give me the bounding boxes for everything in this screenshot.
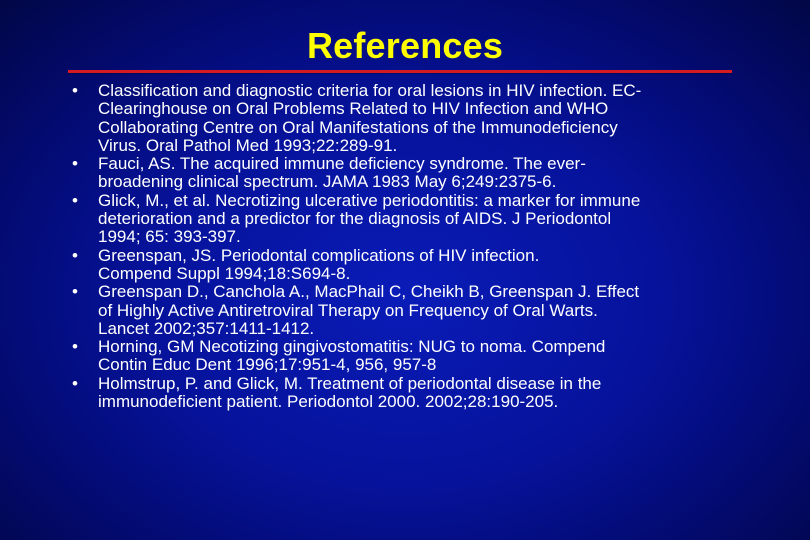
bullet-icon: •: [72, 337, 78, 357]
title-underline: [68, 70, 732, 73]
reference-item: [0, 375, 810, 412]
reference-text: [98, 192, 810, 247]
reference-line: Fauci, AS. The acquired immune deficiency syndrome. The ever-: [98, 154, 586, 174]
bullet-icon: •: [72, 81, 78, 100]
reference-text: [98, 283, 810, 338]
reference-line: Horning, GM Necotizing gingivostomatitis: NUG to noma. Compend: [98, 337, 606, 357]
reference-item: [0, 192, 810, 247]
slide-title: References: [306, 25, 504, 66]
reference-line: Contin Educ Dent 1996;17:951-4, 956, 957-8: [98, 355, 437, 375]
reference-text: [98, 247, 810, 284]
reference-line: Lancet 2002;357:1411-1412.: [98, 318, 315, 338]
reference-item: [0, 247, 810, 284]
bullet-icon: •: [72, 245, 78, 265]
reference-text: [98, 338, 810, 375]
bullet-icon: •: [72, 154, 78, 174]
reference-line: Glick, M., et al. Necrotizing ulcerative periodontitis: a marker for immune: [98, 190, 641, 210]
reference-text: [98, 155, 810, 192]
reference-item: [0, 338, 810, 375]
bullet-icon: •: [72, 373, 78, 393]
reference-line: Greenspan, JS. Periodontal complications of HIV infection.: [98, 245, 540, 265]
reference-line: immunodeficient patient. Periodontol 2000. 2002;28:190-205.: [98, 392, 559, 412]
reference-line: Holmstrup, P. and Glick, M. Treatment of periodontal disease in the: [98, 373, 602, 393]
reference-line: Virus. Oral Pathol Med 1993;22:289-91.: [98, 135, 398, 155]
reference-line: 1994; 65: 393-397.: [98, 227, 241, 247]
reference-item: [0, 82, 810, 155]
reference-line: of Highly Active Antiretroviral Therapy on Frequency of Oral Warts.: [98, 300, 598, 320]
reference-line: Classification and diagnostic criteria for oral lesions in HIV infection. EC-: [98, 81, 642, 100]
reference-line: Greenspan D., Canchola A., MacPhail C, Cheikh B, Greenspan J. Effect: [98, 282, 640, 302]
reference-line: broadening clinical spectrum. JAMA 1983 May 6;249:2375-6.: [98, 172, 557, 192]
bullet-icon: •: [72, 190, 78, 210]
reference-line: Collaborating Centre on Oral Manifestations of the Immunodeficiency: [98, 117, 618, 137]
reference-list: [0, 82, 810, 411]
reference-text: [98, 375, 810, 412]
reference-line: Compend Suppl 1994;18:S694-8.: [98, 263, 351, 283]
reference-item: [0, 283, 810, 338]
reference-text: [98, 82, 810, 155]
bullet-icon: •: [72, 282, 78, 302]
reference-item: [0, 155, 810, 192]
reference-line: Clearinghouse on Oral Problems Related to HIV Infection and WHO: [98, 99, 609, 119]
reference-line: deterioration and a predictor for the diagnosis of AIDS. J Periodontol: [98, 209, 612, 229]
